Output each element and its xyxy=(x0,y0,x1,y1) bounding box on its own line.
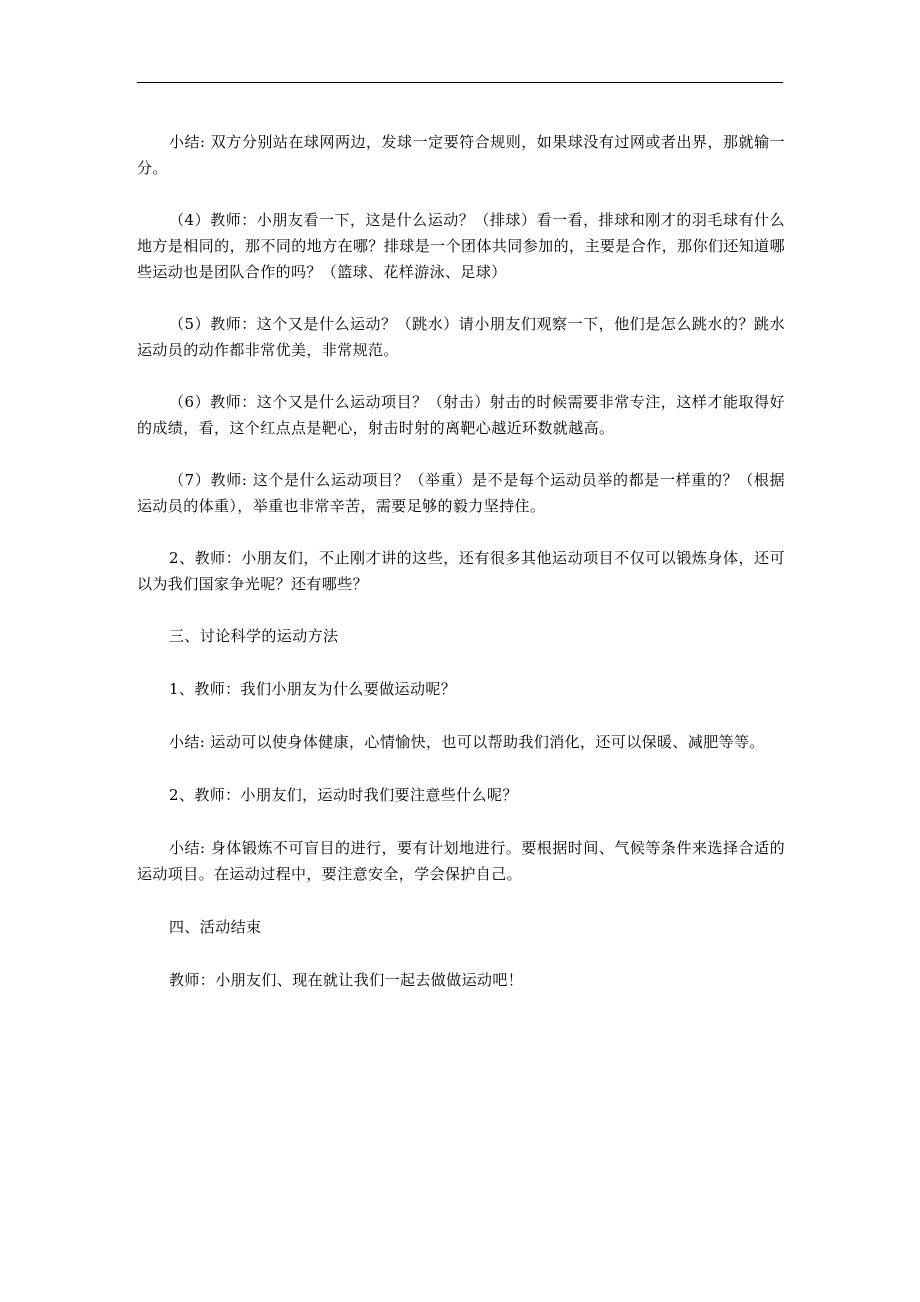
question-precautions: 2、教师：小朋友们，运动时我们要注意些什么呢？ xyxy=(169,786,518,804)
summary-net-rules: 小结: 双方分别站在球网两边，发球一定要符合规则，如果球没有过网或者出界，那就输一分。 xyxy=(137,133,785,177)
summary-precautions: 小结: 身体锻炼不可盲目的进行，要有计划地进行。要根据时间、气候等条件来选择合适的运动项目。在运动过程中，要注意安全，学会保护自己。 xyxy=(137,839,785,883)
document-body xyxy=(137,129,785,993)
paragraph-volleyball: （4）教师：小朋友看一下，这是什么运动？（排球）看一看，排球和刚才的羽毛球有什么地方是相同的，那不同的地方在哪？排球是一个团体共同参加的，主要是合作，那你们还知道哪些运动也是团队合作的吗？（篮球、花样游泳、足球） xyxy=(137,211,785,281)
paragraph-other-sports: 2、教师：小朋友们，不止刚才讲的这些，还有很多其他运动项目不仅可以锻炼身体，还可以为我们国家争光呢？还有哪些？ xyxy=(137,549,785,593)
closing-line: 教师：小朋友们、现在就让我们一起去做做运动吧！ xyxy=(169,971,524,989)
paragraph-weightlifting: （7）教师: 这个是什么运动项目？（举重）是不是每个运动员举的都是一样重的？（根据运动员的体重），举重也非常辛苦，需要足够的毅力坚持住。 xyxy=(137,471,785,515)
question-why-exercise: 1、教师：我们小朋友为什么要做运动呢？ xyxy=(169,680,457,698)
section-heading-3: 三、讨论科学的运动方法 xyxy=(169,627,339,645)
paragraph-diving: （5）教师：这个又是什么运动？（跳水）请小朋友们观察一下，他们是怎么跳水的？跳水运动员的动作都非常优美，非常规范。 xyxy=(137,315,785,359)
header-rule xyxy=(137,82,783,83)
section-heading-4: 四、活动结束 xyxy=(169,918,262,936)
paragraph-shooting: （6）教师：这个又是什么运动项目？（射击）射击的时候需要非常专注，这样才能取得好的成绩，看，这个红点点是靶心，射击时射的离靶心越近环数就越高。 xyxy=(137,393,785,437)
summary-benefits: 小结: 运动可以使身体健康，心情愉快，也可以帮助我们消化，还可以保暖、减肥等等。 xyxy=(169,733,765,751)
